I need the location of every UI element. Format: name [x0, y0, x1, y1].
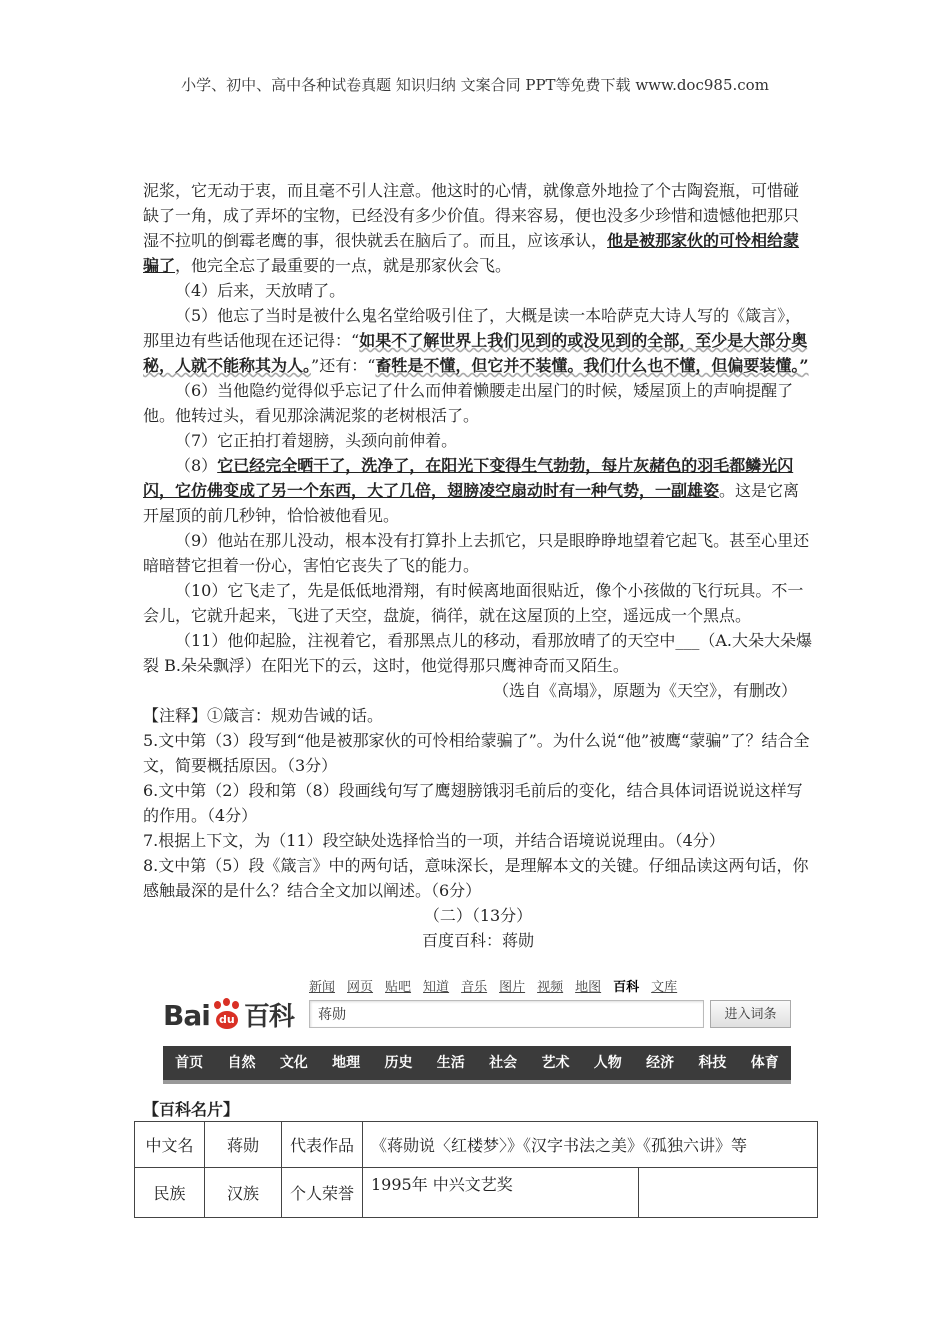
section-2-title: 百度百科：蒋勋 — [421, 931, 534, 950]
annotation: 【注释】①箴言：规劝告诫的话。 — [143, 706, 384, 725]
paragraph-3: 泥浆，它无动于衷，而且毫不引人注意。他这时的心情，就像意外地捡了个古陶瓷瓶，可惜碰缺了一角，成了弄坏的宝物，已经没有多少价值。得来容易，便也没多少珍惜和遗憾他把那只湿不拉叽的倒霉老鹰的事，很快就丢在脑后了。而且，应该承认，他是被那家伙的可怜相给蒙骗了，他完全忘了最重要的一点，就是那家伙会飞。 — [143, 181, 800, 275]
menu-geography[interactable]: 地理 — [332, 1055, 361, 1071]
menu-life[interactable]: 生活 — [436, 1055, 465, 1071]
underlined-sentence: 它已经完全晒干了，洗净了，在阳光下变得生气勃勃，每片灰赭色的羽毛都鳞光闪闪，它仿佛变成了另一个东西，大了几倍，翅膀凌空扇动时有一种气势，一副雄姿 — [143, 456, 794, 500]
source-note: （选自《高塌》，原题为《天空》，有删改） — [492, 681, 797, 700]
nav-web[interactable]: 网页 — [347, 980, 374, 995]
paragraph-7: （7）它正拍打着翅膀，头颈向前伸着。 — [175, 431, 458, 450]
paragraph-5: （5）他忘了当时是被什么鬼名堂给吸引住了，大概是读一本哈萨克大诗人写的《箴言》，那里边有些话他现在还记得：“如果不了解世界上我们见到的或没见到的全部，至少是大部分奥秘，人就不能称其为人。”还有：“畜牲是不懂，但它并不装懂。我们什么也不懂，但偏要装懂。” — [143, 306, 809, 375]
enter-entry-button[interactable]: 进入词条 — [710, 1000, 791, 1028]
underlined-sentence: 他是被那家伙的可怜相给蒙骗了 — [143, 231, 800, 275]
question-6: 6.文中第（2）段和第（8）段画线句写了鹰翅膀饿羽毛前后的变化，结合具体词语说说这样写的作用。（4分） — [143, 781, 803, 825]
search-input[interactable]: 蒋勋 — [309, 1000, 704, 1028]
section-2-heading: （二）（13分） — [423, 906, 533, 925]
table-cell: 个人荣誉 — [282, 1168, 363, 1218]
proverb-quote-1: 如果不了解世界上我们见到的或没见到的全部，至少是大部分奥秘，人就不能称其为人。 — [143, 331, 808, 375]
article-body — [143, 178, 813, 953]
top-nav — [309, 976, 689, 995]
menu-economy[interactable]: 经济 — [646, 1055, 675, 1071]
menu-art[interactable]: 艺术 — [541, 1055, 570, 1071]
menu-history[interactable]: 历史 — [384, 1055, 413, 1071]
paragraph-11: （11）他仰起脸，注视着它，看那黑点儿的移动，看那放晴了的天空中___（A.大朵大朵爆裂 B.朵朵飘浮）在阳光下的云，这时，他觉得那只鹰神奇而又陌生。 — [143, 631, 813, 675]
menu-culture[interactable]: 文化 — [279, 1055, 308, 1071]
table-cell: 《蒋勋说〈红楼梦〉》《汉字书法之美》《孤独六讲》等 — [363, 1122, 818, 1168]
table-cell: 民族 — [135, 1168, 205, 1218]
menu-nature[interactable]: 自然 — [227, 1055, 256, 1071]
menu-sports[interactable]: 体育 — [750, 1055, 779, 1071]
table-cell: 汉族 — [205, 1168, 282, 1218]
table-cell: 中文名 — [135, 1122, 205, 1168]
baike-card-table — [134, 1121, 818, 1218]
paw-icon: du — [210, 1001, 244, 1031]
question-7: 7.根据上下文，为（11）段空缺处选择恰当的一项，并结合语境说说理由。（4分） — [143, 831, 725, 850]
nav-tieba[interactable]: 贴吧 — [385, 980, 412, 995]
category-menu — [163, 1046, 791, 1084]
menu-tech[interactable]: 科技 — [698, 1055, 727, 1071]
paragraph-6: （6）当他隐约觉得似乎忘记了什么而伸着懒腰走出屋门的时候，矮屋顶上的声响提醒了他。他转过头，看见那涂满泥浆的老树根活了。 — [143, 381, 794, 425]
card-title: 【百科名片】 — [143, 1100, 240, 1119]
nav-baike[interactable]: 百科 — [613, 980, 640, 995]
menu-people[interactable]: 人物 — [593, 1055, 622, 1071]
menu-society[interactable]: 社会 — [489, 1055, 518, 1071]
nav-images[interactable]: 图片 — [499, 980, 526, 995]
page-header: 小学、初中、高中各种试卷真题 知识归纳 文案合同 PPT等免费下载 www.doc985.com — [181, 76, 769, 94]
nav-zhidao[interactable]: 知道 — [423, 980, 450, 995]
table-row — [135, 1122, 818, 1168]
baidu-baike-header — [163, 974, 791, 1096]
table-row — [135, 1168, 818, 1218]
table-cell: 代表作品 — [282, 1122, 363, 1168]
table-cell — [639, 1168, 818, 1218]
menu-home[interactable]: 首页 — [175, 1055, 204, 1071]
paragraph-10: （10）它飞走了，先是低低地滑翔，有时候离地面很贴近，像个小孩做的飞行玩具。不一会儿，它就升起来，飞进了天空，盘旋，徜徉，就在这屋顶的上空，遥远成一个黑点。 — [143, 581, 804, 625]
question-5: 5.文中第（3）段写到“他是被那家伙的可怜相给蒙骗了”。为什么说“他”被鹰“蒙骗”了？结合全文，简要概括原因。（3分） — [143, 731, 810, 775]
baidu-logo[interactable]: Bai du 百科 — [163, 999, 294, 1032]
nav-map[interactable]: 地图 — [575, 980, 602, 995]
paragraph-9: （9）他站在那儿没动，根本没有打算扑上去抓它，只是眼睁睁地望着它起飞。甚至心里还暗暗替它担着一份心，害怕它丧失了飞的能力。 — [143, 531, 810, 575]
nav-music[interactable]: 音乐 — [461, 980, 488, 995]
proverb-quote-2: 畜牲是不懂，但它并不装懂。我们什么也不懂，但偏要装懂。 — [375, 356, 800, 375]
table-cell: 1995年 中兴文艺奖 — [363, 1168, 639, 1218]
paragraph-4: （4）后来，天放晴了。 — [175, 281, 346, 300]
nav-wenku[interactable]: 文库 — [651, 980, 678, 995]
nav-news[interactable]: 新闻 — [309, 980, 336, 995]
question-8: 8.文中第（5）段《箴言》中的两句话，意味深长，是理解本文的关键。仔细品读这两句话，你感触最深的是什么？结合全文加以阐述。（6分） — [143, 856, 809, 900]
nav-video[interactable]: 视频 — [537, 980, 564, 995]
table-cell: 蒋勋 — [205, 1122, 282, 1168]
paragraph-8: （8）它已经完全晒干了，洗净了，在阳光下变得生气勃勃，每片灰赭色的羽毛都鳞光闪闪，它仿佛变成了另一个东西，大了几倍，翅膀凌空扇动时有一种气势，一副雄姿。这是它离开屋顶的前几秒钟，恰恰被他看见。 — [143, 456, 800, 525]
